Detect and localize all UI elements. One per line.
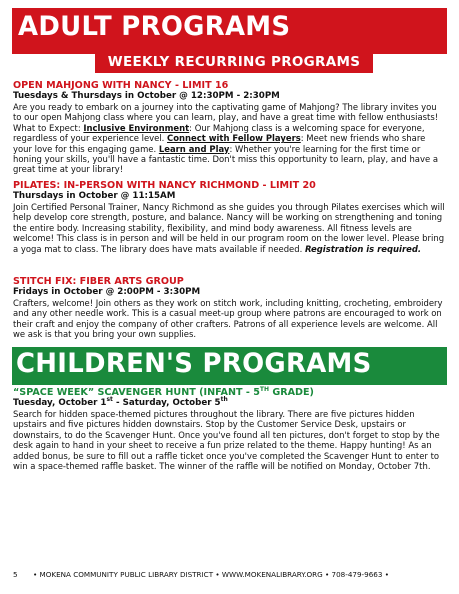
mahjong-event — [13, 80, 446, 175]
space-week-title-a: “SPACE WEEK” SCAVENGER HUNT (INFANT - 5 — [13, 387, 260, 398]
space-week-event — [13, 387, 446, 471]
pilates-event — [13, 180, 446, 254]
page-number: 5 — [13, 570, 18, 579]
mahjong-body-2: : Our Mahjong class is a welcoming space for everyone, regardless of your experience level. — [13, 122, 425, 144]
childrens-programs-banner — [12, 347, 447, 385]
mahjong-body-3: : Meet new friends who share your love for this engaging game. — [13, 133, 426, 154]
pilates-registration-note: Registration is required. — [304, 243, 422, 254]
space-week-title — [13, 387, 446, 398]
mahjong-body-1: Are you ready to embark on a journey into the captivating game of Mahjong? The library invites you to our open Mahjong class where you can learn, play, and have a great time with fellow enthusiasts! What to Expect: — [13, 102, 439, 133]
mahjong-label-connect: Connect with Fellow Players — [167, 133, 301, 144]
mahjong-title: OPEN MAHJONG WITH NANCY - LIMIT 16 — [13, 80, 229, 91]
mahjong-description — [13, 102, 446, 175]
page-footer — [13, 570, 446, 579]
pilates-body: Join Certified Personal Trainer, Nancy Richmond as she guides you through Pilates exercises which will help develop core strength, posture, and balance. Nancy will be working on strengthening and toning the entire body. Increasing stability, flexibility, and mind body awareness. All fitness levels are welcome! This class is in person and will be held in our program room on the lower level. Please bring a yoga mat to class. The library does have mats available if needed. — [13, 202, 445, 254]
pilates-date: Thursdays in October @ 11:15AM — [13, 191, 176, 201]
space-week-title-b: GRADE) — [269, 387, 314, 398]
pilates-description — [13, 202, 446, 254]
footer-text: • MOKENA COMMUNITY PUBLIC LIBRARY DISTRICT • WWW.MOKENALIBRARY.ORG • 708-479-9663 • — [33, 570, 389, 579]
childrens-programs-title: CHILDREN'S PROGRAMS — [16, 348, 372, 379]
mahjong-label-inclusive: Inclusive Environment — [83, 122, 190, 133]
space-week-title-sup: TH — [259, 385, 270, 393]
adult-programs-banner — [12, 8, 447, 54]
mahjong-body-4: : Whether you're learning for the first time or honing your skills, you'll have a fantastic time. Don't miss this opportunity to learn, play, and have a great time at your library! — [13, 143, 439, 175]
stitch-fix-date: Fridays in October @ 2:00PM - 3:30PM — [13, 287, 201, 297]
stitch-fix-title: STITCH FIX: FIBER ARTS GROUP — [13, 276, 184, 287]
space-week-date — [13, 398, 446, 409]
pilates-title: PILATES: IN-PERSON WITH NANCY RICHMOND - LIMIT 20 — [13, 180, 316, 191]
mahjong-label-learn: Learn and Play — [158, 143, 230, 154]
space-week-date-b: - Saturday, October 5 — [112, 398, 221, 408]
space-week-date-sup1: st — [106, 396, 113, 404]
space-week-date-sup2: th — [220, 396, 228, 404]
mahjong-date: Tuesdays & Thursdays in October @ 12:30PM - 2:30PM — [13, 91, 280, 101]
adult-programs-title: ADULT PROGRAMS — [18, 11, 291, 42]
space-week-date-a: Tuesday, October 1 — [13, 398, 107, 408]
weekly-recurring-banner: WEEKLY RECURRING PROGRAMS — [95, 52, 373, 73]
stitch-fix-event — [13, 276, 446, 340]
space-week-description: Search for hidden space-themed pictures throughout the library. There are five pictures hidden upstairs and five pictures hidden downstairs. Stop by the Customer Service Desk, upstairs or downstairs, to do the Scavenger Hunt. Once you've found all ten pictures, don't forget to stop by the desk again to hand in your sheet to receive a fun prize related to the theme. Happy hunting! As an added bonus, be sure to fill out a raffle ticket once you've completed the Scavenger Hunt to enter to win a space-themed raffle basket. The winner of the raffle will be notified on Monday, October 7th. — [13, 409, 440, 472]
stitch-fix-description: Crafters, welcome! Join others as they work on stitch work, including knitting, crocheting, embroidery and any other needle work. This is a casual meet-up group where patrons are encouraged to work on their craft and enjoy the company of other crafters. Patrons of all experience levels are welcome. All we ask is that you bring your own supplies. — [13, 298, 443, 340]
